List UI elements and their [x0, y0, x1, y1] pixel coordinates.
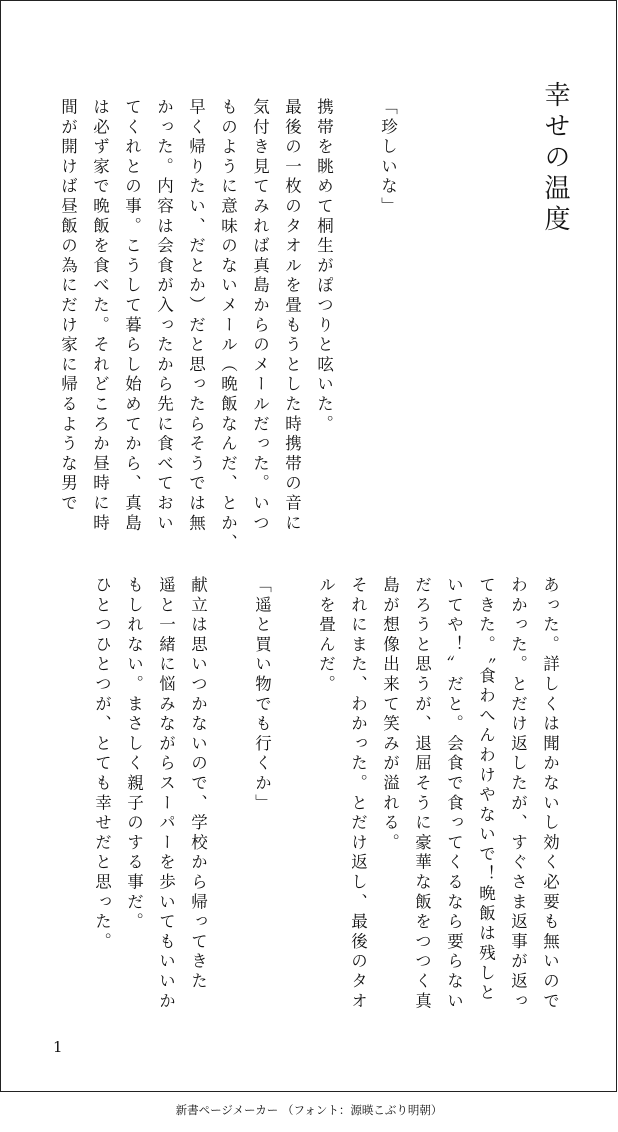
text-column: もしれない。まさしく親子のする事だ。	[124, 576, 144, 933]
text-column: ルを畳んだ。	[316, 576, 336, 695]
text-column: 献立は思いつかないので、学校から帰ってきた	[188, 576, 208, 992]
text-column: ひとつひとつが、とても幸せだと思った。	[92, 576, 112, 953]
text-column: それにまた、わかった。とだけ返し、最後のタオ	[348, 576, 368, 1012]
chapter-title: 幸せの温度	[540, 81, 570, 236]
text-column: 最後の一枚のタオルを畳もうとした時携帯の音に	[282, 98, 302, 534]
text-column: 遥と一緒に悩みながらスーパーを歩いてもいいか	[156, 576, 176, 1012]
text-column: 島が想像出来て笑みが溢れる。	[380, 576, 400, 854]
text-column: 早く帰りたい、だとか）だと思ったらそうでは無	[186, 98, 206, 534]
text-column: かった。内容は会食が入ったから先に食べておい	[154, 98, 174, 534]
text-column: 「遥と買い物でも行くか」	[252, 576, 272, 814]
text-column: 気付き見てみれば真島からのメールだった。いつ	[250, 98, 270, 534]
text-column: わかった。とだけ返したが、すぐさま返事が返っ	[508, 576, 528, 1012]
page-number: 1	[53, 1038, 63, 1056]
text-column: てきた。〝食わへんわけやないで！晩飯は残しと	[476, 576, 496, 1004]
text-column: だろうと思うが、退屈そうに豪華な飯をつつく真	[412, 576, 432, 1012]
text-column: 「珍しいな」	[378, 98, 398, 217]
text-column: 間が開けば昼飯の為にだけ家に帰るような男で	[58, 98, 78, 514]
footer-credit: 新書ページメーカー （フォント：源暎こぶり明朝）	[175, 1103, 443, 1117]
text-column: いてや！〟だと。会食で食ってくるなら要らない	[444, 576, 464, 1012]
text-column: ものように意味のないメール（晩飯なんだ、とか、	[218, 98, 238, 554]
text-column: は必ず家で晩飯を食べた。それどころか昼時に時	[90, 98, 110, 534]
text-column: あった。詳しくは聞かないし効く必要も無いので	[540, 576, 560, 1012]
text-column: 携帯を眺めて桐生がぽつりと呟いた。	[314, 98, 334, 435]
text-column: てくれとの事。こうして暮らし始めてから、真島	[122, 98, 142, 534]
